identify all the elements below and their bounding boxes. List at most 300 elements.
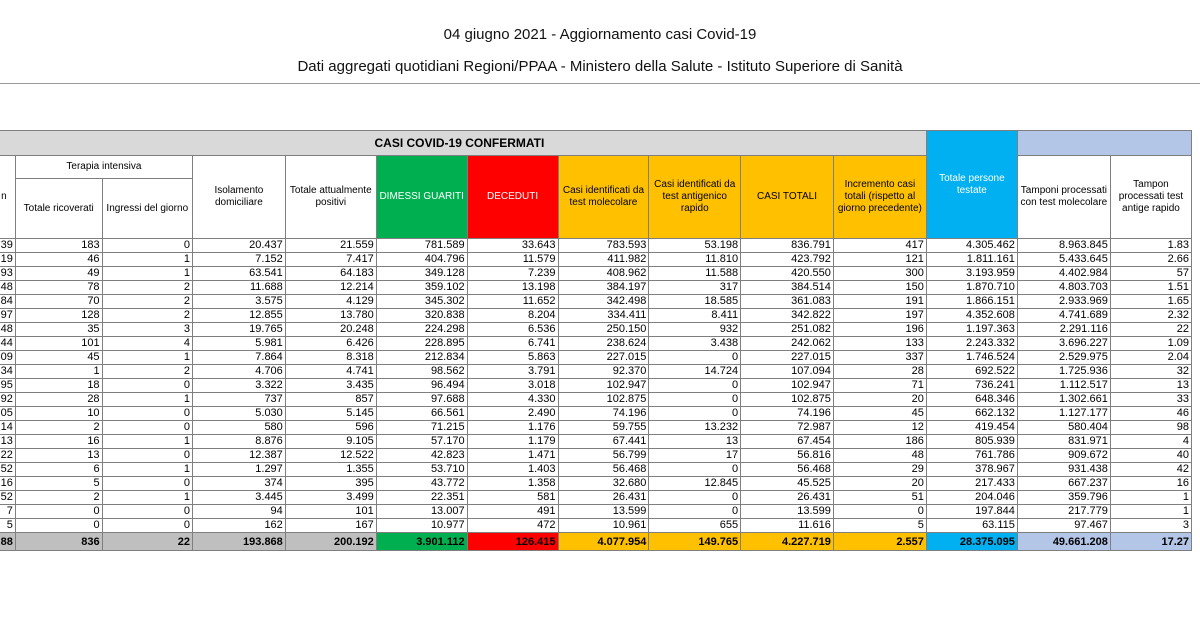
table-cell: 349.128 [376, 267, 467, 281]
table-cell: 46 [15, 253, 102, 267]
table-cell: 317 [649, 281, 741, 295]
table-cell: 300 [833, 267, 926, 281]
table-cell: 4.803.703 [1017, 281, 1110, 295]
total-cell: 4.227.719 [741, 533, 834, 551]
table-cell: 2.291.116 [1017, 323, 1110, 337]
table-cell: 580.404 [1017, 421, 1110, 435]
table-cell: 66.561 [376, 407, 467, 421]
table-cell: 0 [649, 463, 741, 477]
col-header-tamponi-antigenico: Tampon processati test antige rapido [1110, 156, 1191, 239]
table-cell: 56.799 [558, 449, 649, 463]
table-cell: 1.403 [467, 463, 558, 477]
table-cell: 224.298 [376, 323, 467, 337]
table-cell: 761.786 [926, 449, 1017, 463]
table-cell: 3 [1110, 519, 1191, 533]
table-cell: 72.987 [741, 421, 834, 435]
table-cell: 183 [15, 239, 102, 253]
table-cell: 2 [15, 491, 102, 505]
table-cell: 48 [0, 281, 15, 295]
table-cell: 14.724 [649, 365, 741, 379]
table-row [0, 449, 1192, 463]
table-cell: 4 [1110, 435, 1191, 449]
table-row [0, 463, 1192, 477]
table-cell: 13.007 [376, 505, 467, 519]
table-cell: 805.939 [926, 435, 1017, 449]
table-cell: 45 [833, 407, 926, 421]
table-cell: 783.593 [558, 239, 649, 253]
table-cell: 3.193.959 [926, 267, 1017, 281]
table-cell: 1 [102, 463, 192, 477]
table-cell: 831.971 [1017, 435, 1110, 449]
table-cell: 374 [193, 477, 286, 491]
table-cell: 35 [15, 323, 102, 337]
table-cell: 13.232 [649, 421, 741, 435]
table-cell: 92 [0, 393, 15, 407]
table-cell: 228.895 [376, 337, 467, 351]
table-cell: 20.248 [285, 323, 376, 337]
table-cell: 2 [102, 365, 192, 379]
table-cell: 40 [1110, 449, 1191, 463]
table-cell: 417 [833, 239, 926, 253]
table-cell: 22 [1110, 323, 1191, 337]
table-cell: 6.741 [467, 337, 558, 351]
table-cell: 0 [15, 519, 102, 533]
table-cell: 45.525 [741, 477, 834, 491]
table-cell: 71 [833, 379, 926, 393]
table-cell: 580 [193, 421, 286, 435]
table-cell: 57 [1110, 267, 1191, 281]
col-header-first: n [0, 156, 15, 239]
table-cell: 13 [649, 435, 741, 449]
table-cell: 342.498 [558, 295, 649, 309]
table-cell: 932 [649, 323, 741, 337]
table-cell: 0 [649, 505, 741, 519]
table-cell: 43.772 [376, 477, 467, 491]
table-cell: 7.417 [285, 253, 376, 267]
table-cell: 12 [833, 421, 926, 435]
col-header-ti-ingressi: Ingressi del giorno [102, 179, 192, 239]
table-cell: 11.688 [193, 281, 286, 295]
table-cell: 581 [467, 491, 558, 505]
table-cell: 45 [15, 351, 102, 365]
table-cell: 2 [102, 309, 192, 323]
table-cell: 345.302 [376, 295, 467, 309]
table-cell: 359.796 [1017, 491, 1110, 505]
table-cell: 22 [0, 449, 15, 463]
total-cell: 4.077.954 [558, 533, 649, 551]
table-cell: 0 [102, 449, 192, 463]
table-cell: 92.370 [558, 365, 649, 379]
table-row [0, 253, 1192, 267]
col-header-ti-totale: Totale ricoverati [15, 179, 102, 239]
table-cell: 19.765 [193, 323, 286, 337]
table-cell: 1 [102, 253, 192, 267]
col-header-isolamento: Isolamento domiciliare [193, 156, 286, 239]
table-cell: 102.875 [558, 393, 649, 407]
table-cell: 4.129 [285, 295, 376, 309]
table-cell: 97.467 [1017, 519, 1110, 533]
table-cell: 419.454 [926, 421, 1017, 435]
table-cell: 1 [102, 393, 192, 407]
table-cell: 46 [1110, 407, 1191, 421]
table-cell: 0 [833, 505, 926, 519]
table-cell: 14 [0, 421, 15, 435]
table-cell: 32 [1110, 365, 1191, 379]
table-cell: 13.780 [285, 309, 376, 323]
table-cell: 7 [0, 505, 15, 519]
total-cell: 17.27 [1110, 533, 1191, 551]
table-cell: 3.445 [193, 491, 286, 505]
table-cell: 1.197.363 [926, 323, 1017, 337]
table-cell: 212.834 [376, 351, 467, 365]
total-cell: 49.661.208 [1017, 533, 1110, 551]
table-cell: 2.933.969 [1017, 295, 1110, 309]
table-cell: 227.015 [558, 351, 649, 365]
col-header-tamponi-molecolare: Tamponi processati con test molecolare [1017, 156, 1110, 239]
table-row [0, 365, 1192, 379]
table-cell: 78 [15, 281, 102, 295]
table-body [0, 239, 1192, 533]
table-cell: 19 [0, 253, 15, 267]
table-cell: 1.179 [467, 435, 558, 449]
table-cell: 0 [102, 239, 192, 253]
total-cell: 149.765 [649, 533, 741, 551]
table-cell: 3.438 [649, 337, 741, 351]
table-cell: 71.215 [376, 421, 467, 435]
table-cell: 384.197 [558, 281, 649, 295]
table-cell: 101 [285, 505, 376, 519]
table-row [0, 491, 1192, 505]
table-cell: 0 [102, 477, 192, 491]
col-header-deceduti: DECEDUTI [467, 156, 558, 239]
table-cell: 1.358 [467, 477, 558, 491]
table-cell: 102.947 [558, 379, 649, 393]
table-cell: 8.963.845 [1017, 239, 1110, 253]
table-cell: 57.170 [376, 435, 467, 449]
table-cell: 26.431 [741, 491, 834, 505]
total-cell: 22 [102, 533, 192, 551]
table-cell: 74.196 [558, 407, 649, 421]
table-cell: 12.855 [193, 309, 286, 323]
page-bottom-margin [0, 612, 1200, 630]
table-cell: 3 [102, 323, 192, 337]
table-cell: 33.643 [467, 239, 558, 253]
table-cell: 361.083 [741, 295, 834, 309]
table-cell: 52 [0, 463, 15, 477]
table-cell: 0 [102, 519, 192, 533]
covid-data-table [0, 130, 1192, 551]
table-cell: 42.823 [376, 449, 467, 463]
table-cell: 128 [15, 309, 102, 323]
table-cell: 0 [649, 393, 741, 407]
table-cell: 1.112.517 [1017, 379, 1110, 393]
table-cell: 56.468 [741, 463, 834, 477]
table-cell: 5.863 [467, 351, 558, 365]
table-cell: 09 [0, 351, 15, 365]
table-cell: 22.351 [376, 491, 467, 505]
table-cell: 472 [467, 519, 558, 533]
table-cell: 12.845 [649, 477, 741, 491]
table-cell: 101 [15, 337, 102, 351]
table-cell: 11.616 [741, 519, 834, 533]
table-cell: 0 [102, 505, 192, 519]
table-cell: 6.426 [285, 337, 376, 351]
table-cell: 97 [0, 309, 15, 323]
table-cell: 33 [1110, 393, 1191, 407]
table-cell: 250.150 [558, 323, 649, 337]
table-cell: 11.588 [649, 267, 741, 281]
table-cell: 17 [649, 449, 741, 463]
table-cell: 1 [1110, 491, 1191, 505]
table-cell: 51 [833, 491, 926, 505]
table-cell: 9.105 [285, 435, 376, 449]
table-cell: 0 [15, 505, 102, 519]
table-cell: 94 [193, 505, 286, 519]
table-cell: 59.755 [558, 421, 649, 435]
table-row [0, 337, 1192, 351]
table-cell: 337 [833, 351, 926, 365]
table-cell: 836.791 [741, 239, 834, 253]
table-cell: 12.214 [285, 281, 376, 295]
table-cell: 655 [649, 519, 741, 533]
table-cell: 18.585 [649, 295, 741, 309]
table-cell: 3.696.227 [1017, 337, 1110, 351]
table-cell: 1.09 [1110, 337, 1191, 351]
table-cell: 378.967 [926, 463, 1017, 477]
table-cell: 2 [102, 281, 192, 295]
tamponi-group-header [1017, 131, 1191, 156]
table-cell: 98.562 [376, 365, 467, 379]
table-cell: 0 [102, 407, 192, 421]
table-cell: 63.541 [193, 267, 286, 281]
table-cell: 4.305.462 [926, 239, 1017, 253]
total-cell: 193.868 [193, 533, 286, 551]
terapia-intensiva-header: Terapia intensiva [15, 156, 192, 179]
table-cell: 53.198 [649, 239, 741, 253]
table-cell: 1 [102, 351, 192, 365]
table-cell: 49 [15, 267, 102, 281]
col-header-casi-totali: CASI TOTALI [741, 156, 834, 239]
col-header-incremento: Incremento casi totali (rispetto al giorno precedente) [833, 156, 926, 239]
table-cell: 5 [0, 519, 15, 533]
table-cell: 0 [649, 491, 741, 505]
table-row [0, 323, 1192, 337]
table-cell: 56.468 [558, 463, 649, 477]
table-cell: 2.32 [1110, 309, 1191, 323]
total-cell: 126.415 [467, 533, 558, 551]
table-cell: 931.438 [1017, 463, 1110, 477]
col-header-totale-persone-testate: Totale persone testate [926, 131, 1017, 239]
table-row [0, 435, 1192, 449]
table-cell: 596 [285, 421, 376, 435]
table-cell: 238.624 [558, 337, 649, 351]
table-cell: 13 [0, 435, 15, 449]
table-cell: 102.875 [741, 393, 834, 407]
total-cell: 88 [0, 533, 15, 551]
table-cell: 0 [102, 379, 192, 393]
table-cell: 95 [0, 379, 15, 393]
table-row [0, 267, 1192, 281]
table-cell: 12.387 [193, 449, 286, 463]
header-divider [0, 83, 1200, 84]
totals-row [0, 533, 1192, 551]
table-cell: 10.961 [558, 519, 649, 533]
page-subtitle: Dati aggregati quotidiani Regioni/PPAA - Ministero della Salute - Istituto Superiore di Sanità [297, 58, 903, 75]
table-cell: 2 [15, 421, 102, 435]
table-cell: 11.579 [467, 253, 558, 267]
table-cell: 121 [833, 253, 926, 267]
table-cell: 4.402.984 [1017, 267, 1110, 281]
table-cell: 1.51 [1110, 281, 1191, 295]
table-cell: 150 [833, 281, 926, 295]
table-cell: 20 [833, 477, 926, 491]
table-cell: 53.710 [376, 463, 467, 477]
table-cell: 5 [833, 519, 926, 533]
table-cell: 1.746.524 [926, 351, 1017, 365]
table-row [0, 295, 1192, 309]
table-cell: 1.83 [1110, 239, 1191, 253]
table-cell: 67.441 [558, 435, 649, 449]
table-cell: 16 [15, 435, 102, 449]
table-cell: 1.725.936 [1017, 365, 1110, 379]
table-cell: 16 [0, 477, 15, 491]
total-cell: 28.375.095 [926, 533, 1017, 551]
table-cell: 1.866.151 [926, 295, 1017, 309]
table-cell: 251.082 [741, 323, 834, 337]
table-cell: 395 [285, 477, 376, 491]
table-cell: 1.297 [193, 463, 286, 477]
table-cell: 107.094 [741, 365, 834, 379]
table-row [0, 379, 1192, 393]
table-cell: 909.672 [1017, 449, 1110, 463]
table-cell: 1.65 [1110, 295, 1191, 309]
table-cell: 404.796 [376, 253, 467, 267]
table-cell: 186 [833, 435, 926, 449]
table-cell: 1 [102, 491, 192, 505]
table-cell: 05 [0, 407, 15, 421]
table-cell: 96.494 [376, 379, 467, 393]
table-cell: 3.018 [467, 379, 558, 393]
table-cell: 3.575 [193, 295, 286, 309]
table-cell: 0 [649, 351, 741, 365]
table-cell: 3.499 [285, 491, 376, 505]
table-cell: 63.115 [926, 519, 1017, 533]
table-cell: 737 [193, 393, 286, 407]
table-cell: 7.239 [467, 267, 558, 281]
table-cell: 423.792 [741, 253, 834, 267]
table-cell: 44 [0, 337, 15, 351]
table-cell: 84 [0, 295, 15, 309]
table-cell: 10.977 [376, 519, 467, 533]
table-cell: 781.589 [376, 239, 467, 253]
table-cell: 359.102 [376, 281, 467, 295]
table-cell: 67.454 [741, 435, 834, 449]
table-row [0, 309, 1192, 323]
group-title: CASI COVID-19 CONFERMATI [0, 131, 926, 156]
table-cell: 26.431 [558, 491, 649, 505]
table-cell: 29 [833, 463, 926, 477]
table-cell: 18 [15, 379, 102, 393]
table-cell: 48 [0, 323, 15, 337]
table-cell: 12.522 [285, 449, 376, 463]
table-row [0, 505, 1192, 519]
table-cell: 0 [649, 379, 741, 393]
table-cell: 2.04 [1110, 351, 1191, 365]
table-cell: 167 [285, 519, 376, 533]
table-cell: 1 [1110, 505, 1191, 519]
table-cell: 2.243.332 [926, 337, 1017, 351]
table-cell: 408.962 [558, 267, 649, 281]
table-cell: 7.864 [193, 351, 286, 365]
table-cell: 217.433 [926, 477, 1017, 491]
table-cell: 102.947 [741, 379, 834, 393]
table-cell: 4.741 [285, 365, 376, 379]
table-cell: 13.198 [467, 281, 558, 295]
table-cell: 8.876 [193, 435, 286, 449]
table-cell: 5.981 [193, 337, 286, 351]
col-header-casi-antigenico: Casi identificati da test antigenico rapido [649, 156, 741, 239]
table-cell: 0 [102, 421, 192, 435]
table-cell: 13 [1110, 379, 1191, 393]
table-cell: 133 [833, 337, 926, 351]
table-cell: 342.822 [741, 309, 834, 323]
table-row [0, 477, 1192, 491]
table-cell: 42 [1110, 463, 1191, 477]
table-cell: 8.318 [285, 351, 376, 365]
table-cell: 70 [15, 295, 102, 309]
table-cell: 0 [649, 407, 741, 421]
table-cell: 32.680 [558, 477, 649, 491]
table-cell: 5 [15, 477, 102, 491]
col-header-casi-molecolare: Casi identificati da test molecolare [558, 156, 649, 239]
table-cell: 2.529.975 [1017, 351, 1110, 365]
table-cell: 3.435 [285, 379, 376, 393]
col-header-attualmente-positivi: Totale attualmente positivi [285, 156, 376, 239]
table-cell: 64.183 [285, 267, 376, 281]
table-cell: 4 [102, 337, 192, 351]
table-cell: 191 [833, 295, 926, 309]
table-cell: 74.196 [741, 407, 834, 421]
table-cell: 1.176 [467, 421, 558, 435]
table-row [0, 421, 1192, 435]
table-cell: 28 [833, 365, 926, 379]
table-cell: 197.844 [926, 505, 1017, 519]
table-cell: 1.811.161 [926, 253, 1017, 267]
table-cell: 13 [15, 449, 102, 463]
table-cell: 13.599 [741, 505, 834, 519]
table-cell: 98 [1110, 421, 1191, 435]
table-cell: 6 [15, 463, 102, 477]
table-cell: 48 [833, 449, 926, 463]
table-cell: 20.437 [193, 239, 286, 253]
table-cell: 196 [833, 323, 926, 337]
table-cell: 13.599 [558, 505, 649, 519]
table-row [0, 281, 1192, 295]
table-cell: 8.411 [649, 309, 741, 323]
table-row [0, 239, 1192, 253]
table-cell: 4.706 [193, 365, 286, 379]
table-cell: 16 [1110, 477, 1191, 491]
table-cell: 34 [0, 365, 15, 379]
table-cell: 334.411 [558, 309, 649, 323]
table-cell: 11.652 [467, 295, 558, 309]
table-cell: 2.490 [467, 407, 558, 421]
table-cell: 197 [833, 309, 926, 323]
table-cell: 736.241 [926, 379, 1017, 393]
table-cell: 5.433.645 [1017, 253, 1110, 267]
table-cell: 97.688 [376, 393, 467, 407]
table-cell: 662.132 [926, 407, 1017, 421]
